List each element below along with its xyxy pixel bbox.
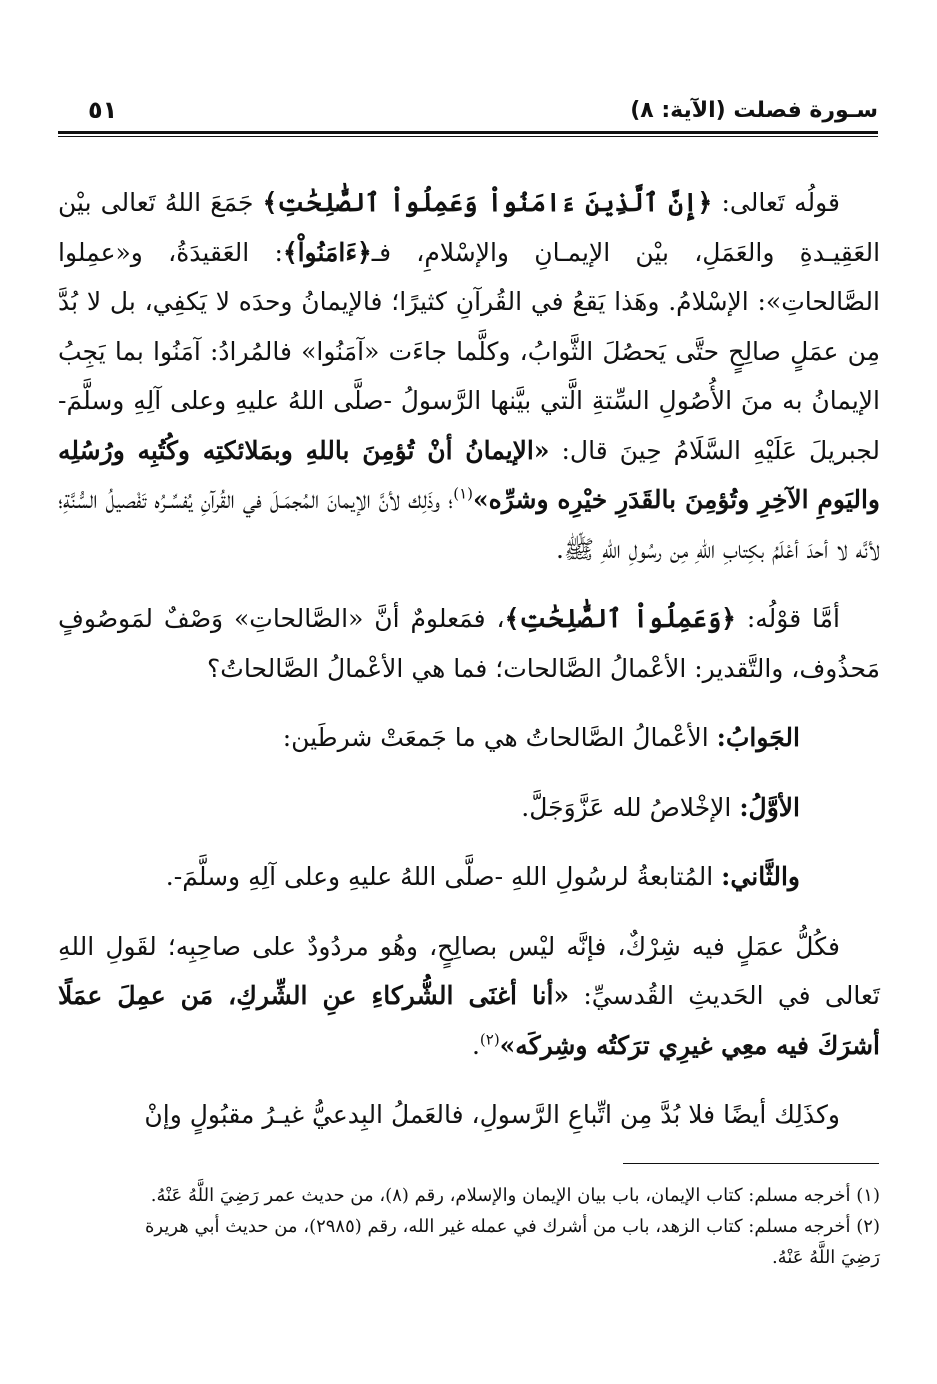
paragraph-shirk <box>58 922 880 1071</box>
paragraph-first-condition <box>58 783 880 833</box>
p1-text-3: : العَقيدَةُ، و«عمِلوا الصَّالحاتِ»: الإسْلامُ. وهَذا يَقعُ في القُرآنِ كثيرًا؛ فالإيمانُ وحدَه لا يَكفِي، بل لا بُدَّ مِن عمَلٍ صالِحٍ حتَّى يَحصُلَ الثَّوابُ، وكلَّما جاءَت «آمَنُوا» فالمُرادُ: آمَنُوا بما يَجِبُ الإيمانُ به منَ الأُصُولِ السِّتةِ الَّتي بيَّنها الرَّسولُ -صلَّى اللهُ عليهِ وعلى آلِهِ وسلَّمَ- لجبريلَ عَلَيْهِ السَّلَامُ حِينَ قال: <box>58 237 880 465</box>
header-rule-thin <box>58 136 878 137</box>
p2-text-1: أمَّا قوْلُه: <box>735 604 841 633</box>
p6-text-1: فكُلُّ عمَلٍ فيه شِرْكٌ، فإنَّه ليْس بصالِحٍ، وهُو مردُودٌ على صاحِبِه؛ لقَولِ اللهِ تَعالى في الحَديثِ القُدسيِّ: <box>58 931 880 1010</box>
second-text: المُتابعةُ لرسُولِ اللهِ -صلَّى اللهُ عليهِ وعلى آلِهِ وسلَّمَ-. <box>165 862 722 891</box>
paragraph-bidah <box>58 1090 880 1140</box>
page-number: ٥١ <box>88 96 118 124</box>
footnote-1: (١) أخرجه مسلم: كتاب الإيمان، باب بيان الإيمان والإسلام، رقم (٨)، من حديث عمر رَضِيَ اللَّهُ عَنْهُ. <box>150 1185 880 1206</box>
surah-title: سـورة فصلت (الآية: ٨) <box>630 98 878 123</box>
second-label: والثَّاني: <box>721 862 800 891</box>
answer-label: الجَوابُ: <box>716 723 800 752</box>
quran-verse-1: ﴿إِنَّ ٱلَّذِينَ ءَامَنُواْ وَعَمِلُواْ ٱلصَّٰلِحَٰتِ﴾ <box>262 188 713 217</box>
paragraph-1 <box>58 178 880 574</box>
footnote-marker-1[interactable]: (١) <box>453 484 473 503</box>
footnote-2-continued: رَضِيَ اللَّهُ عَنْهُ. <box>771 1247 880 1268</box>
p2-text-2: ، فمَعلومٌ أنَّ «الصَّالحاتِ» وَصْفٌ لمَوصُوفٍ مَحذُوف، والتَّقدير: الأعْمالُ الصَّالحات؛ فما هي الأعْمالُ الصَّالحاتُ؟ <box>58 604 880 683</box>
footnote-2: (٢) أخرجه مسلم: كتاب الزهد، باب من أشرك في عمله غير الله، رقم (٢٩٨٥)، من حديث أبي هريرة <box>144 1216 880 1237</box>
p1-text-4: ؛ وذَلِك لأنَّ الإيمانَ المُجمَـلَ في القُرآنِ يُفسِّـرُه تَفْصيلُ السُّنَّةِ؛ لأنَّه لا أحدَ أعْلَمُ بكِتابِ اللهِ مِن رسُولِ اللهِ ﷺ. <box>58 485 880 564</box>
p1-text-1: قولُه تَعالى: <box>712 188 840 217</box>
main-text <box>58 178 880 1140</box>
paragraph-answer <box>58 713 880 763</box>
p6-text-2: . <box>471 1030 480 1060</box>
answer-text: الأعْمالُ الصَّالحاتُ هي ما جَمعَتْ شرطَين: <box>282 723 717 752</box>
p7-text: وكذَلِك أيضًا فلا بُدَّ مِن اتِّباعِ الرَّسولِ، فالعَملُ البِدعيُّ غيـرُ مقبُولٍ وإنْ <box>144 1100 840 1129</box>
quran-word-amanu: ﴿ءَامَنُواْ﴾ <box>282 237 372 267</box>
hadith-qudsi: «أنا أغنَى الشُّركاءِ عنِ الشِّركِ، مَن عمِلَ عمَلًا أشرَكَ فيه معِي غيرِي ترَكتُه وشِركَه» <box>58 981 880 1060</box>
paragraph-second-condition <box>58 852 880 902</box>
footnotes <box>58 1180 880 1273</box>
quran-verse-2: ﴿وَعَمِلُواْ ٱلصَّٰلِحَٰتِ﴾ <box>504 604 736 633</box>
first-text: الإخْلاصُ لله عَزَّوَجَلَّ. <box>521 792 740 822</box>
paragraph-2 <box>58 594 880 693</box>
footnote-marker-2[interactable]: (٢) <box>479 1030 500 1049</box>
first-label: الأوَّلُ: <box>739 792 800 822</box>
p1-text-2: جَمَعَ اللهُ تَعالى بيْن العَقِيـدةِ والعَمَلِ، بيْن الإيمـانِ والإسْلامِ، فـ <box>58 188 881 267</box>
page-header <box>58 92 878 132</box>
header-rule <box>58 131 878 134</box>
hadith-jibril: «الإيمانُ أنْ تُؤمِنَ باللهِ وبمَلائكتِه وكُتُبِه ورُسُلِه واليَومِ الآخِرِ وتُؤمِنَ بالقَدَرِ خيْرِه وشرِّه» <box>58 435 880 514</box>
footnote-separator <box>623 1163 879 1164</box>
